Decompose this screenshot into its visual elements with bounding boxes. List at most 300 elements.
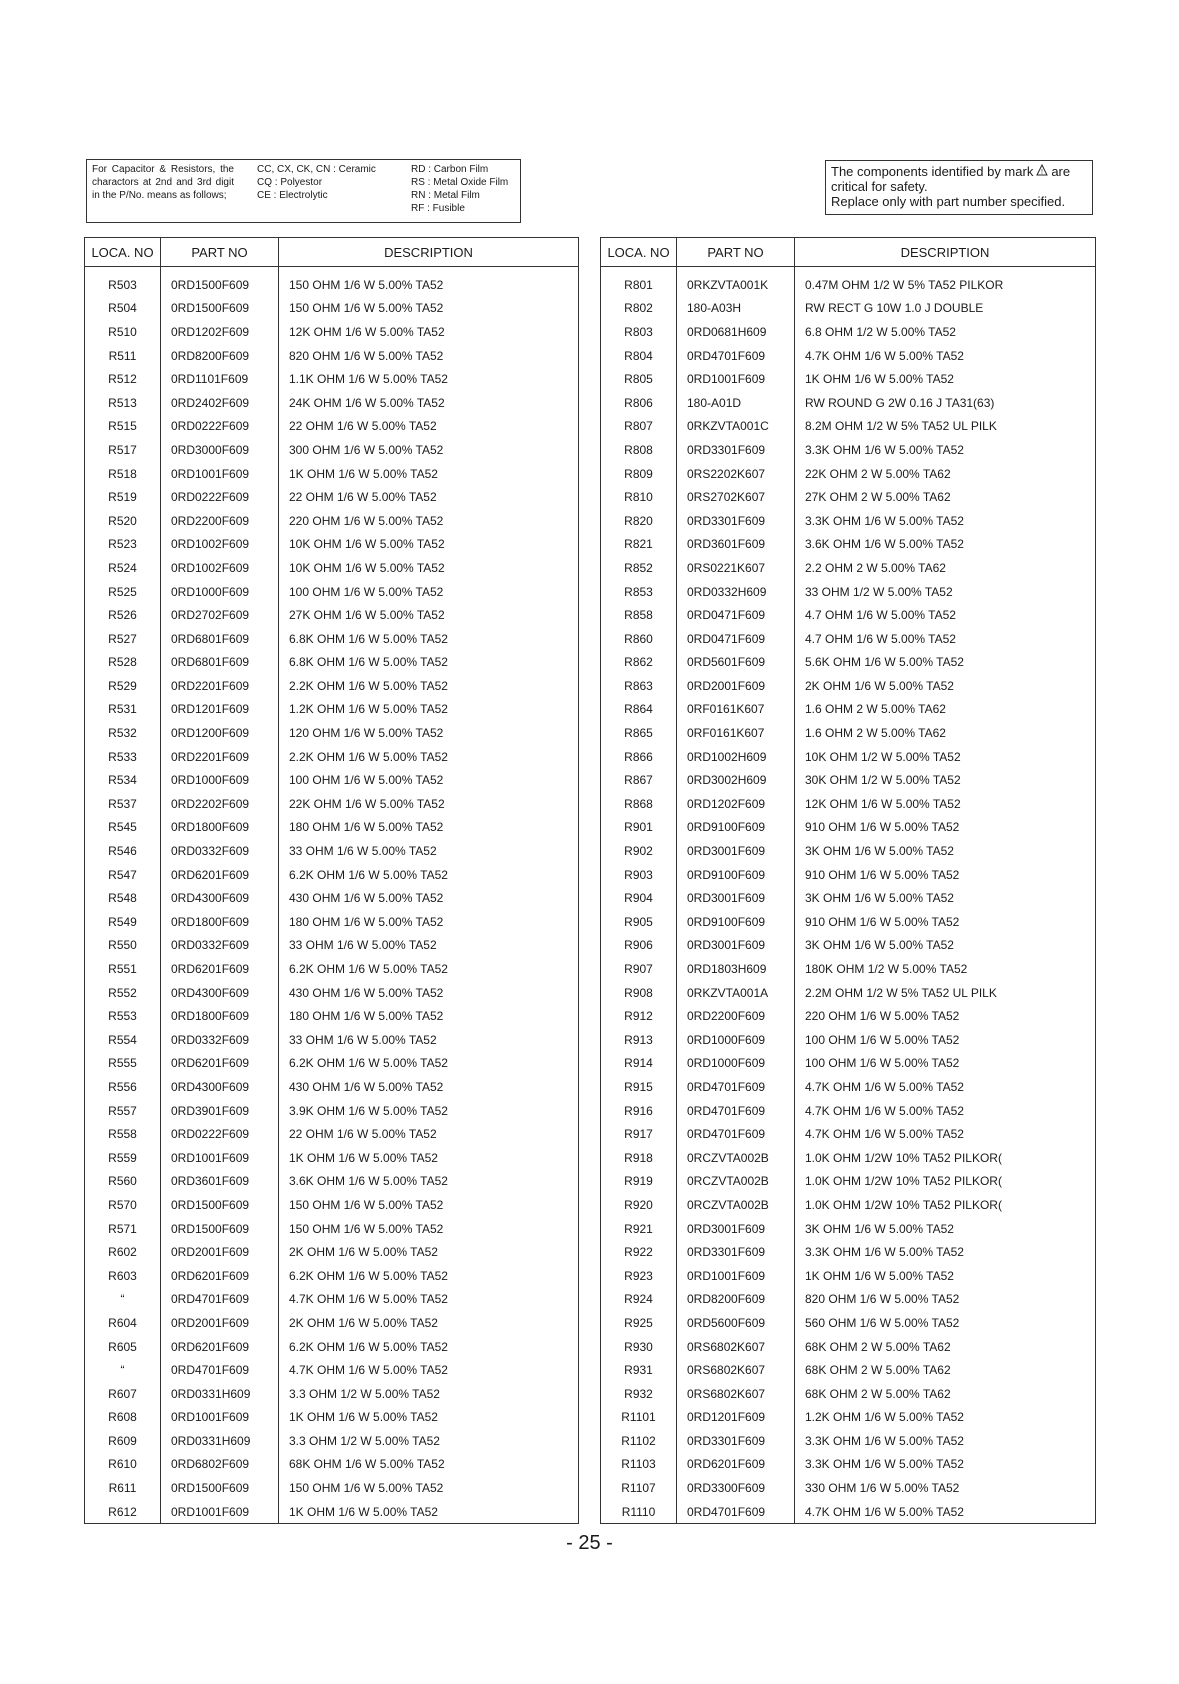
description-cell: 820 OHM 1/6 W 5.00% TA52 <box>279 344 579 368</box>
table-row <box>601 1052 1096 1076</box>
part-no-cell: 0RD4701F609 <box>161 1288 279 1312</box>
table-row <box>601 674 1096 698</box>
loca-no-cell: R559 <box>85 1146 161 1170</box>
description-cell: 6.2K OHM 1/6 W 5.00% TA52 <box>279 863 579 887</box>
part-no-cell: 0RD1800F609 <box>161 910 279 934</box>
table-row <box>85 1453 579 1477</box>
description-cell: 0.47M OHM 1/2 W 5% TA52 PILKOR <box>795 273 1096 297</box>
part-no-cell: 0RD9100F609 <box>677 863 795 887</box>
description-cell: 1.0K OHM 1/2W 10% TA52 PILKOR( <box>795 1170 1096 1194</box>
table-row <box>601 839 1096 863</box>
loca-no-cell: R531 <box>85 698 161 722</box>
part-no-cell: 0RD1001F609 <box>161 1146 279 1170</box>
safety-line-3: Replace only with part number specified. <box>831 194 1066 209</box>
table-row <box>601 1028 1096 1052</box>
description-cell: 1.1K OHM 1/6 W 5.00% TA52 <box>279 367 579 391</box>
loca-no-cell: R571 <box>85 1217 161 1241</box>
table-row <box>85 415 579 439</box>
loca-no-cell: R924 <box>601 1288 677 1312</box>
table-row <box>85 509 579 533</box>
loca-no-cell: R913 <box>601 1028 677 1052</box>
loca-no-cell: R525 <box>85 580 161 604</box>
loca-no-cell: R915 <box>601 1075 677 1099</box>
part-no-cell: 0RD2702F609 <box>161 603 279 627</box>
description-cell: 3K OHM 1/6 W 5.00% TA52 <box>795 1217 1096 1241</box>
loca-no-cell: R904 <box>601 886 677 910</box>
table-row <box>85 1500 579 1524</box>
description-cell: 22K OHM 1/6 W 5.00% TA52 <box>279 792 579 816</box>
description-cell: 3K OHM 1/6 W 5.00% TA52 <box>795 886 1096 910</box>
loca-no-cell: R558 <box>85 1122 161 1146</box>
table-row <box>601 1358 1096 1382</box>
legend-capacitor-types <box>257 163 376 202</box>
table-row <box>601 1004 1096 1028</box>
description-cell: 33 OHM 1/6 W 5.00% TA52 <box>279 1028 579 1052</box>
description-cell: 2.2K OHM 1/6 W 5.00% TA52 <box>279 745 579 769</box>
header-description: DESCRIPTION <box>279 238 579 267</box>
description-cell: 2.2M OHM 1/2 W 5% TA52 UL PILK <box>795 981 1096 1005</box>
loca-no-cell: R916 <box>601 1099 677 1123</box>
table-row <box>85 1217 579 1241</box>
loca-no-cell: R524 <box>85 556 161 580</box>
table-row <box>85 863 579 887</box>
loca-no-cell: R550 <box>85 934 161 958</box>
description-cell: 3.3K OHM 1/6 W 5.00% TA52 <box>795 1429 1096 1453</box>
loca-no-cell: R906 <box>601 934 677 958</box>
description-cell: 1K OHM 1/6 W 5.00% TA52 <box>279 462 579 486</box>
description-cell: 1.2K OHM 1/6 W 5.00% TA52 <box>279 698 579 722</box>
loca-no-cell: R809 <box>601 462 677 486</box>
table-row <box>601 792 1096 816</box>
loca-no-cell: R868 <box>601 792 677 816</box>
description-cell: 220 OHM 1/6 W 5.00% TA52 <box>795 1004 1096 1028</box>
loca-no-cell: R903 <box>601 863 677 887</box>
loca-no-cell: R922 <box>601 1240 677 1264</box>
description-cell: 33 OHM 1/2 W 5.00% TA52 <box>795 580 1096 604</box>
part-no-cell: 0RD1001F609 <box>161 1500 279 1524</box>
table-row <box>85 556 579 580</box>
loca-no-cell: R863 <box>601 674 677 698</box>
description-cell: 150 OHM 1/6 W 5.00% TA52 <box>279 1217 579 1241</box>
table-row <box>85 934 579 958</box>
table-row <box>601 509 1096 533</box>
loca-no-cell: R552 <box>85 981 161 1005</box>
description-cell: 6.8K OHM 1/6 W 5.00% TA52 <box>279 651 579 675</box>
description-cell: 1.2K OHM 1/6 W 5.00% TA52 <box>795 1406 1096 1430</box>
table-row <box>85 839 579 863</box>
loca-no-cell: R604 <box>85 1311 161 1335</box>
part-no-cell: 0RD2200F609 <box>161 509 279 533</box>
description-cell: 1K OHM 1/6 W 5.00% TA52 <box>795 367 1096 391</box>
part-no-cell: 0RD3001F609 <box>677 886 795 910</box>
table-row <box>85 1476 579 1500</box>
description-cell: 3.6K OHM 1/6 W 5.00% TA52 <box>795 533 1096 557</box>
loca-no-cell: R806 <box>601 391 677 415</box>
safety-line-1-text: The components identified by mark <box>831 164 1034 179</box>
description-cell: 27K OHM 2 W 5.00% TA62 <box>795 485 1096 509</box>
part-no-cell: 0RD4300F609 <box>161 981 279 1005</box>
legend-item: RD : Carbon Film <box>411 164 489 175</box>
table-row <box>601 627 1096 651</box>
table-row <box>601 698 1096 722</box>
table-row <box>85 1335 579 1359</box>
part-no-cell: 0RD6801F609 <box>161 627 279 651</box>
part-no-cell: 0RD1202F609 <box>161 320 279 344</box>
part-no-cell: 0RD3001F609 <box>677 1217 795 1241</box>
loca-no-cell: R526 <box>85 603 161 627</box>
table-row <box>85 1382 579 1406</box>
loca-no-cell: R914 <box>601 1052 677 1076</box>
description-cell: 3.3K OHM 1/6 W 5.00% TA52 <box>795 438 1096 462</box>
svg-text:!: ! <box>1041 169 1044 176</box>
loca-no-cell: R511 <box>85 344 161 368</box>
part-no-cell: 0RD3901F609 <box>161 1099 279 1123</box>
loca-no-cell: R537 <box>85 792 161 816</box>
table-row <box>601 863 1096 887</box>
description-cell: 430 OHM 1/6 W 5.00% TA52 <box>279 981 579 1005</box>
table-row <box>85 1358 579 1382</box>
parts-table-right <box>600 237 1096 1524</box>
loca-no-cell: R866 <box>601 745 677 769</box>
part-no-cell: 0RD1200F609 <box>161 721 279 745</box>
loca-no-cell: R801 <box>601 273 677 297</box>
loca-no-cell: R520 <box>85 509 161 533</box>
description-cell: 10K OHM 1/2 W 5.00% TA52 <box>795 745 1096 769</box>
loca-no-cell: R865 <box>601 721 677 745</box>
loca-no-cell: R808 <box>601 438 677 462</box>
loca-no-cell: R864 <box>601 698 677 722</box>
description-cell: 4.7K OHM 1/6 W 5.00% TA52 <box>279 1358 579 1382</box>
loca-no-cell: R918 <box>601 1146 677 1170</box>
loca-no-cell: R902 <box>601 839 677 863</box>
table-row <box>601 1240 1096 1264</box>
loca-no-cell: R528 <box>85 651 161 675</box>
part-no-cell: 0RD3001F609 <box>677 839 795 863</box>
part-no-cell: 0RD1500F609 <box>161 1476 279 1500</box>
header-loca-no: LOCA. NO <box>601 238 677 267</box>
table-row <box>85 1264 579 1288</box>
part-no-cell: 0RD3301F609 <box>677 1240 795 1264</box>
description-cell: 3.6K OHM 1/6 W 5.00% TA52 <box>279 1170 579 1194</box>
loca-no-cell: R917 <box>601 1122 677 1146</box>
description-cell: 33 OHM 1/6 W 5.00% TA52 <box>279 934 579 958</box>
table-row <box>601 1453 1096 1477</box>
table-row <box>85 1122 579 1146</box>
table-row <box>85 1028 579 1052</box>
table-row <box>601 1264 1096 1288</box>
loca-no-cell: R529 <box>85 674 161 698</box>
table-row <box>601 1288 1096 1312</box>
description-cell: 1K OHM 1/6 W 5.00% TA52 <box>279 1500 579 1524</box>
table-row <box>85 367 579 391</box>
description-cell: 3.3 OHM 1/2 W 5.00% TA52 <box>279 1429 579 1453</box>
description-cell: 68K OHM 2 W 5.00% TA62 <box>795 1382 1096 1406</box>
loca-no-cell: R860 <box>601 627 677 651</box>
loca-no-cell: R555 <box>85 1052 161 1076</box>
part-no-cell: 0RD0332H609 <box>677 580 795 604</box>
safety-line-1-end: are <box>1051 164 1071 179</box>
description-cell: 4.7K OHM 1/6 W 5.00% TA52 <box>795 1122 1096 1146</box>
loca-no-cell: R1110 <box>601 1500 677 1524</box>
part-no-cell: 0RD2001F609 <box>161 1240 279 1264</box>
part-no-cell: 0RD1001F609 <box>161 1406 279 1430</box>
part-no-cell: 0RD1500F609 <box>161 1193 279 1217</box>
table-row <box>601 1146 1096 1170</box>
description-cell: 12K OHM 1/6 W 5.00% TA52 <box>795 792 1096 816</box>
description-cell: 3.3 OHM 1/2 W 5.00% TA52 <box>279 1382 579 1406</box>
description-cell: 180K OHM 1/2 W 5.00% TA52 <box>795 957 1096 981</box>
loca-no-cell: R503 <box>85 273 161 297</box>
table-row <box>85 886 579 910</box>
description-cell: 150 OHM 1/6 W 5.00% TA52 <box>279 297 579 321</box>
description-cell: 300 OHM 1/6 W 5.00% TA52 <box>279 438 579 462</box>
part-no-cell: 0RD2202F609 <box>161 792 279 816</box>
part-no-cell: 0RD1002F609 <box>161 533 279 557</box>
loca-no-cell: R610 <box>85 1453 161 1477</box>
description-cell: 180 OHM 1/6 W 5.00% TA52 <box>279 1004 579 1028</box>
loca-no-cell: R533 <box>85 745 161 769</box>
loca-no-cell: R523 <box>85 533 161 557</box>
part-no-cell: 0RD0332F609 <box>161 839 279 863</box>
legend-item: RS : Metal Oxide Film <box>411 177 509 188</box>
loca-no-cell: R553 <box>85 1004 161 1028</box>
part-no-cell: 0RD2200F609 <box>677 1004 795 1028</box>
legend-intro <box>92 163 234 202</box>
description-cell: 4.7K OHM 1/6 W 5.00% TA52 <box>279 1288 579 1312</box>
loca-no-cell: R905 <box>601 910 677 934</box>
loca-no-cell: R920 <box>601 1193 677 1217</box>
description-cell: 6.2K OHM 1/6 W 5.00% TA52 <box>279 1264 579 1288</box>
parts-table-right-body <box>601 267 1096 1524</box>
loca-no-cell: R907 <box>601 957 677 981</box>
loca-no-cell: R556 <box>85 1075 161 1099</box>
part-no-cell: 0RD1000F609 <box>677 1052 795 1076</box>
loca-no-cell: R546 <box>85 839 161 863</box>
part-no-cell: 0RD1001F609 <box>677 1264 795 1288</box>
part-no-cell: 0RD1000F609 <box>161 768 279 792</box>
description-cell: 4.7K OHM 1/6 W 5.00% TA52 <box>795 1075 1096 1099</box>
description-cell: 22K OHM 2 W 5.00% TA62 <box>795 462 1096 486</box>
part-no-cell: 0RD1800F609 <box>161 1004 279 1028</box>
part-no-cell: 0RD2201F609 <box>161 745 279 769</box>
part-no-cell: 0RKZVTA001A <box>677 981 795 1005</box>
table-row <box>601 533 1096 557</box>
loca-no-cell: R867 <box>601 768 677 792</box>
description-cell: 68K OHM 2 W 5.00% TA62 <box>795 1335 1096 1359</box>
description-cell: 2K OHM 1/6 W 5.00% TA52 <box>795 674 1096 698</box>
table-row <box>601 273 1096 297</box>
part-no-cell: 0RD0331H609 <box>161 1429 279 1453</box>
loca-no-cell: R921 <box>601 1217 677 1241</box>
part-no-cell: 0RD1201F609 <box>677 1406 795 1430</box>
loca-no-cell: R612 <box>85 1500 161 1524</box>
part-no-cell: 0RS6802K607 <box>677 1382 795 1406</box>
loca-no-cell: R930 <box>601 1335 677 1359</box>
part-no-cell: 0RD2201F609 <box>161 674 279 698</box>
part-no-cell: 0RCZVTA002B <box>677 1193 795 1217</box>
description-cell: 6.2K OHM 1/6 W 5.00% TA52 <box>279 1052 579 1076</box>
table-row <box>601 485 1096 509</box>
table-row <box>601 1170 1096 1194</box>
part-no-cell: 0RF0161K607 <box>677 698 795 722</box>
loca-no-cell: R517 <box>85 438 161 462</box>
part-no-cell: 0RD1201F609 <box>161 698 279 722</box>
description-cell: 24K OHM 1/6 W 5.00% TA52 <box>279 391 579 415</box>
part-no-cell: 0RD1101F609 <box>161 367 279 391</box>
part-no-cell: 0RD1500F609 <box>161 273 279 297</box>
part-no-cell: 0RD2402F609 <box>161 391 279 415</box>
table-row <box>85 273 579 297</box>
loca-no-cell: R547 <box>85 863 161 887</box>
description-cell: 6.2K OHM 1/6 W 5.00% TA52 <box>279 1335 579 1359</box>
loca-no-cell: R1103 <box>601 1453 677 1477</box>
table-row <box>85 1406 579 1430</box>
part-no-cell: 0RD3301F609 <box>677 438 795 462</box>
description-cell: 100 OHM 1/6 W 5.00% TA52 <box>795 1052 1096 1076</box>
description-cell: 2.2K OHM 1/6 W 5.00% TA52 <box>279 674 579 698</box>
description-cell: 560 OHM 1/6 W 5.00% TA52 <box>795 1311 1096 1335</box>
description-cell: 4.7 OHM 1/6 W 5.00% TA52 <box>795 627 1096 651</box>
part-no-cell: 0RD6802F609 <box>161 1453 279 1477</box>
description-cell: 430 OHM 1/6 W 5.00% TA52 <box>279 886 579 910</box>
loca-no-cell: R810 <box>601 485 677 509</box>
table-row <box>601 462 1096 486</box>
table-row <box>85 721 579 745</box>
table-row <box>85 1146 579 1170</box>
table-row <box>85 462 579 486</box>
table-row <box>85 768 579 792</box>
description-cell: 27K OHM 1/6 W 5.00% TA52 <box>279 603 579 627</box>
legend-intro-text: For Capacitor & Resistors, the charactors at 2nd and 3rd digit in the P/No. means as follows; <box>92 164 234 201</box>
part-no-cell: 0RS2702K607 <box>677 485 795 509</box>
table-header-row <box>85 238 579 267</box>
description-cell: 1K OHM 1/6 W 5.00% TA52 <box>279 1406 579 1430</box>
table-row <box>601 1217 1096 1241</box>
table-row <box>85 910 579 934</box>
description-cell: 3K OHM 1/6 W 5.00% TA52 <box>795 934 1096 958</box>
description-cell: 2K OHM 1/6 W 5.00% TA52 <box>279 1240 579 1264</box>
description-cell: 910 OHM 1/6 W 5.00% TA52 <box>795 910 1096 934</box>
loca-no-cell: R554 <box>85 1028 161 1052</box>
description-cell: 3.3K OHM 1/6 W 5.00% TA52 <box>795 1240 1096 1264</box>
description-cell: 22 OHM 1/6 W 5.00% TA52 <box>279 415 579 439</box>
table-row <box>85 297 579 321</box>
table-row <box>85 698 579 722</box>
part-no-cell: 0RD9100F609 <box>677 816 795 840</box>
safety-line-1 <box>831 164 1087 179</box>
loca-no-cell: R532 <box>85 721 161 745</box>
description-cell: 22 OHM 1/6 W 5.00% TA52 <box>279 485 579 509</box>
description-cell: 2.2 OHM 2 W 5.00% TA62 <box>795 556 1096 580</box>
description-cell: 68K OHM 2 W 5.00% TA62 <box>795 1358 1096 1382</box>
table-row <box>601 297 1096 321</box>
table-row <box>601 391 1096 415</box>
part-no-cell: 0RD0471F609 <box>677 603 795 627</box>
part-no-cell: 0RD3002H609 <box>677 768 795 792</box>
loca-no-cell: R919 <box>601 1170 677 1194</box>
table-row <box>85 674 579 698</box>
description-cell: 220 OHM 1/6 W 5.00% TA52 <box>279 509 579 533</box>
loca-no-cell: R901 <box>601 816 677 840</box>
part-no-cell: 0RD5601F609 <box>677 651 795 675</box>
loca-no-cell: R603 <box>85 1264 161 1288</box>
description-cell: 6.8K OHM 1/6 W 5.00% TA52 <box>279 627 579 651</box>
table-row <box>601 957 1096 981</box>
table-row <box>601 1099 1096 1123</box>
table-row <box>601 320 1096 344</box>
part-no-cell: 0RD8200F609 <box>161 344 279 368</box>
table-row <box>85 651 579 675</box>
part-no-cell: 0RD1000F609 <box>161 580 279 604</box>
safety-line-2: critical for safety. <box>831 179 928 194</box>
part-no-cell: 0RD3601F609 <box>161 1170 279 1194</box>
description-cell: 33 OHM 1/6 W 5.00% TA52 <box>279 839 579 863</box>
legend-item: RN : Metal Film <box>411 190 480 201</box>
loca-no-cell: R908 <box>601 981 677 1005</box>
description-cell: 6.2K OHM 1/6 W 5.00% TA52 <box>279 957 579 981</box>
table-row <box>601 580 1096 604</box>
table-row <box>85 1240 579 1264</box>
description-cell: 4.7K OHM 1/6 W 5.00% TA52 <box>795 344 1096 368</box>
description-cell: 30K OHM 1/2 W 5.00% TA52 <box>795 768 1096 792</box>
description-cell: 12K OHM 1/6 W 5.00% TA52 <box>279 320 579 344</box>
description-cell: 100 OHM 1/6 W 5.00% TA52 <box>795 1028 1096 1052</box>
loca-no-cell: “ <box>85 1358 161 1382</box>
table-row <box>85 344 579 368</box>
description-cell: 4.7K OHM 1/6 W 5.00% TA52 <box>795 1099 1096 1123</box>
part-no-cell: 0RD4701F609 <box>677 1500 795 1524</box>
legend-resistor-types <box>411 163 508 215</box>
part-no-cell: 0RD1803H609 <box>677 957 795 981</box>
table-row <box>85 580 579 604</box>
table-row <box>601 1382 1096 1406</box>
table-row <box>85 957 579 981</box>
loca-no-cell: R925 <box>601 1311 677 1335</box>
part-no-cell: 0RCZVTA002B <box>677 1170 795 1194</box>
part-no-cell: 0RD6201F609 <box>161 863 279 887</box>
part-no-cell: 0RD1500F609 <box>161 1217 279 1241</box>
table-row <box>85 627 579 651</box>
table-row <box>601 1122 1096 1146</box>
loca-no-cell: R862 <box>601 651 677 675</box>
part-no-cell: 0RD1202F609 <box>677 792 795 816</box>
description-cell: 330 OHM 1/6 W 5.00% TA52 <box>795 1476 1096 1500</box>
part-no-cell: 0RKZVTA001K <box>677 273 795 297</box>
table-row <box>601 1476 1096 1500</box>
part-no-cell: 0RD4701F609 <box>161 1358 279 1382</box>
parts-table-left-body <box>85 267 579 1524</box>
description-cell: 100 OHM 1/6 W 5.00% TA52 <box>279 768 579 792</box>
table-row <box>85 1052 579 1076</box>
legend-item: CC, CX, CK, CN : Ceramic <box>257 164 376 175</box>
table-row <box>601 415 1096 439</box>
description-cell: 1K OHM 1/6 W 5.00% TA52 <box>795 1264 1096 1288</box>
part-no-cell: 0RS0221K607 <box>677 556 795 580</box>
part-no-cell: 0RD6201F609 <box>161 1264 279 1288</box>
loca-no-cell: R931 <box>601 1358 677 1382</box>
table-row <box>601 934 1096 958</box>
loca-no-cell: R512 <box>85 367 161 391</box>
table-row <box>601 1193 1096 1217</box>
loca-no-cell: R923 <box>601 1264 677 1288</box>
loca-no-cell: R549 <box>85 910 161 934</box>
part-no-cell: 0RD5600F609 <box>677 1311 795 1335</box>
part-no-cell: 0RD6801F609 <box>161 651 279 675</box>
table-row <box>601 1500 1096 1524</box>
description-cell: 8.2M OHM 1/2 W 5% TA52 UL PILK <box>795 415 1096 439</box>
description-cell: 180 OHM 1/6 W 5.00% TA52 <box>279 816 579 840</box>
loca-no-cell: R802 <box>601 297 677 321</box>
